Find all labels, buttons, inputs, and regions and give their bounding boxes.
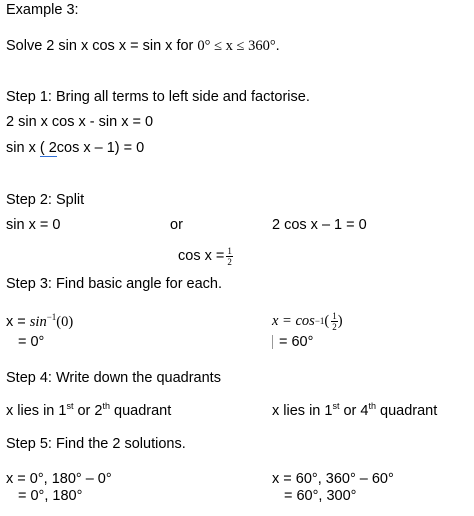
step3-left-arg: (0) (56, 314, 74, 330)
step5-left-line1: x = 0°, 180° – 0° (6, 471, 112, 487)
step4-left-sup1: st (66, 401, 74, 412)
problem-prefix: Solve 2 sin x cos x = sin x for (6, 38, 198, 54)
problem-suffix: . (275, 38, 280, 54)
step4-right-sup2: th (368, 401, 376, 412)
step3-left-result: = 0° (18, 334, 45, 350)
step4-right (272, 402, 437, 420)
step5-right-line1: x = 60°, 360° – 60° (272, 471, 394, 487)
step2-heading: Step 2: Split (6, 192, 85, 208)
step4-left-c: quadrant (110, 403, 172, 419)
step3-right-close: ) (337, 313, 343, 329)
step3-right-fn: x = cos (272, 313, 315, 329)
step2-frac-num: 1 (227, 245, 232, 256)
step5-right-line2: = 60°, 300° (284, 488, 357, 504)
step5-heading: Step 5: Find the 2 solutions. (6, 436, 186, 452)
step2-right-eq: 2 cos x – 1 = 0 (272, 217, 367, 233)
step4-left-b: or 2 (73, 403, 103, 419)
step2-fraction (226, 246, 233, 267)
problem-statement (6, 37, 280, 55)
step2-cos-eq (178, 243, 233, 269)
step3-heading: Step 3: Find basic angle for each. (6, 276, 223, 292)
step3-left-a: x = (6, 314, 30, 330)
step5-left-line2: = 0°, 180° (18, 488, 83, 504)
step1-line2-a: sin x (6, 140, 40, 156)
step3-right-num: 1 (332, 310, 337, 321)
step4-left (6, 402, 171, 420)
step2-frac-den: 2 (227, 256, 232, 267)
step3-right-result: = 60° (279, 334, 314, 350)
step1-line2-underlined: ( 2 (39, 140, 57, 156)
step1-line2-c: cos x – 1) = 0 (56, 140, 145, 156)
step4-left-sup2: th (102, 401, 110, 412)
step3-right-result-line (272, 333, 313, 351)
text-cursor-icon (272, 335, 273, 349)
step4-right-c: quadrant (376, 403, 438, 419)
step4-right-sup1: st (332, 401, 340, 412)
example-title: Example 3: (6, 2, 79, 18)
step2-left-eq: sin x = 0 (6, 217, 61, 233)
step3-right-open: ( (324, 313, 330, 329)
step1-heading: Step 1: Bring all terms to left side and factorise. (6, 89, 310, 105)
step4-right-a: x lies in 1 (272, 403, 333, 419)
step3-right-expr: x = cos −1 ( $\frac{1}{2}$ ) (272, 310, 343, 332)
step3-left-expr (6, 313, 73, 331)
step4-left-a: x lies in 1 (6, 403, 67, 419)
step2-cos-label: cos x = (178, 248, 225, 264)
step2-or: or (170, 217, 183, 233)
step3-left-sup: −1 (46, 312, 57, 323)
step4-heading: Step 4: Write down the quadrants (6, 370, 221, 386)
problem-range: 0° ≤ x ≤ 360° (197, 38, 276, 54)
step4-right-b: or 4 (339, 403, 369, 419)
step3-left-fn: sin (29, 314, 47, 330)
step3-right-den: 2 (332, 321, 337, 332)
step1-line2 (6, 139, 144, 157)
step1-line1: 2 sin x cos x - sin x = 0 (6, 114, 154, 130)
